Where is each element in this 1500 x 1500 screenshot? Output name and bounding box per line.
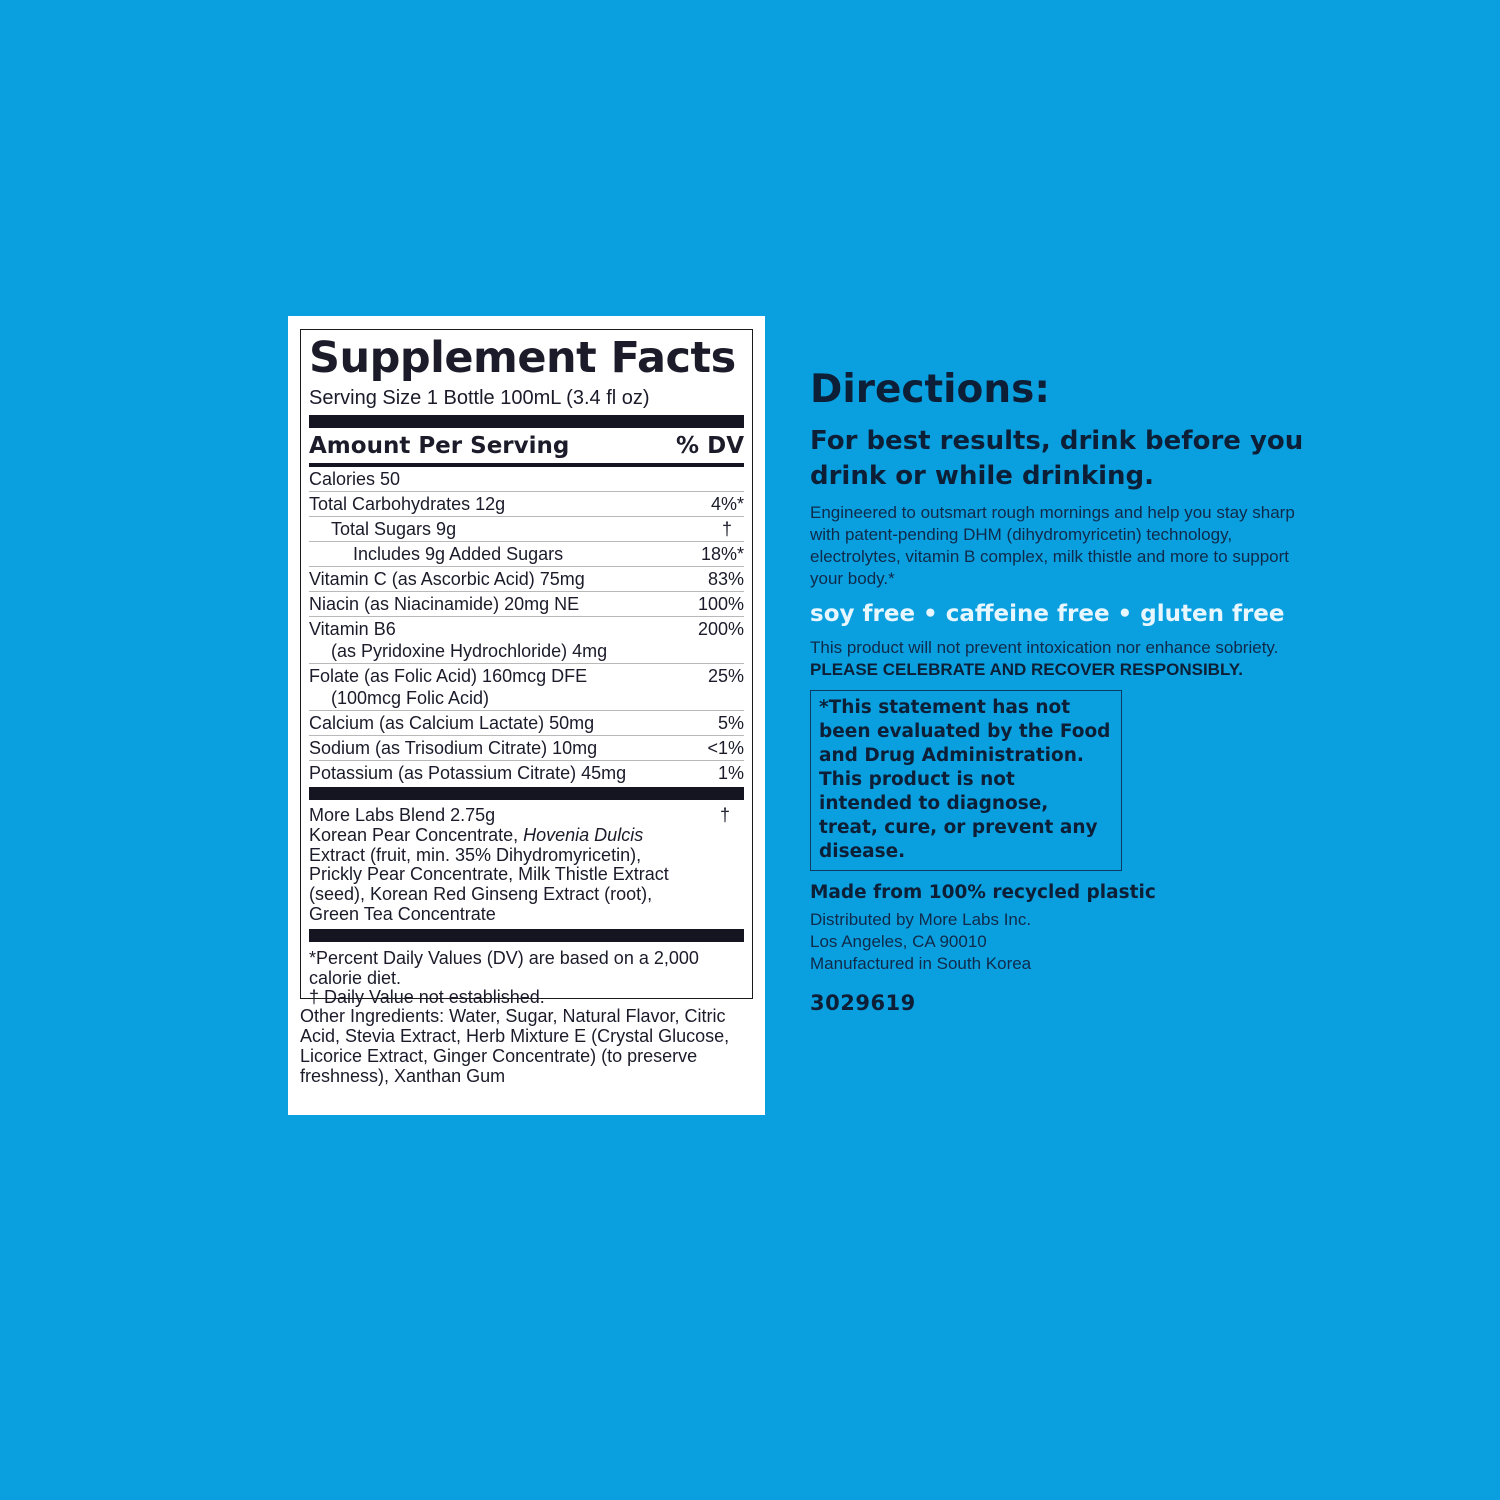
amount-per-serving-header bbox=[309, 428, 744, 467]
intoxication-notice: This product will not prevent intoxication nor enhance sobriety. bbox=[810, 638, 1279, 657]
nutrient-dv: 4%* bbox=[710, 494, 744, 514]
nutrient-label: Vitamin B6 bbox=[309, 619, 396, 639]
nutrient-dv: 5% bbox=[717, 713, 744, 733]
location-line: Los Angeles, CA 90010 bbox=[810, 932, 987, 951]
nutrient-row bbox=[309, 736, 744, 761]
nutrient-row bbox=[309, 542, 744, 567]
serving-size: Serving Size 1 Bottle 100mL (3.4 fl oz) bbox=[309, 387, 650, 409]
dv-header: % DV bbox=[676, 433, 744, 459]
divider-bar bbox=[309, 787, 744, 800]
nutrient-label: Folate (as Folic Acid) 160mcg DFE bbox=[309, 666, 588, 686]
responsibility-notice: PLEASE CELEBRATE AND RECOVER RESPONSIBLY. bbox=[810, 660, 1243, 679]
blend-dv: † bbox=[719, 805, 730, 825]
free-from-claims: soy free • caffeine free • gluten free bbox=[810, 601, 1285, 627]
nutrient-row bbox=[309, 492, 744, 517]
nutrient-row bbox=[309, 664, 744, 711]
blend-text-after: Extract (fruit, min. 35% Dihydromyricetin), Prickly Pear Concentrate, Milk Thistle Extract (seed), Korean Red Ginseng Extract (root), Green Tea Concentrate bbox=[309, 844, 669, 924]
manufactured-line: Manufactured in South Korea bbox=[810, 954, 1032, 973]
nutrient-row bbox=[309, 567, 744, 592]
blend-text-before: Korean Pear Concentrate, bbox=[309, 824, 524, 845]
directions-body: Engineered to outsmart rough mornings and help you stay sharp with patent-pending DHM (dihydromyricetin) technology, electrolytes, vitamin B complex, milk thistle and more to support your body.* bbox=[810, 503, 1295, 588]
nutrient-dv: † bbox=[721, 519, 732, 539]
nutrient-label: Niacin (as Niacinamide) 20mg NE bbox=[309, 594, 580, 614]
nutrient-label-group bbox=[309, 665, 587, 709]
supplement-facts-panel bbox=[288, 316, 765, 1115]
facts-title: Supplement Facts bbox=[309, 333, 736, 383]
nutrient-row bbox=[309, 467, 744, 492]
nutrient-row bbox=[309, 617, 744, 664]
directions-title: Directions: bbox=[810, 367, 1050, 412]
proprietary-blend bbox=[309, 800, 744, 925]
recycled-claim: Made from 100% recycled plastic bbox=[810, 882, 1156, 903]
amount-per-serving-label: Amount Per Serving bbox=[309, 433, 570, 459]
nutrient-row bbox=[309, 592, 744, 617]
nutrient-dv: <1% bbox=[707, 738, 744, 758]
distributor-info bbox=[810, 909, 1310, 975]
distributor-line: Distributed by More Labs Inc. bbox=[810, 910, 1032, 929]
supplement-facts-table bbox=[300, 329, 753, 1008]
nutrient-row bbox=[309, 711, 744, 736]
directions-column bbox=[810, 367, 1310, 1016]
other-ingredients: Other Ingredients: Water, Sugar, Natural Flavor, Citric Acid, Stevia Extract, Herb Mixture E (Crystal Glucose, Licorice Extract, Ginger Concentrate) (to preserve freshness), Xanthan Gum bbox=[300, 1006, 730, 1086]
nutrient-label: Total Carbohydrates 12g bbox=[309, 494, 506, 514]
nutrient-label: Sodium (as Trisodium Citrate) 10mg bbox=[309, 738, 598, 758]
nutrient-row bbox=[309, 761, 744, 785]
footnote-dv: *Percent Daily Values (DV) are based on a 2,000 calorie diet. bbox=[309, 947, 699, 988]
nutrient-dv: 83% bbox=[707, 569, 744, 589]
nutrient-label-group bbox=[309, 618, 607, 662]
nutrient-dv: 200% bbox=[697, 619, 744, 639]
nutrient-sublabel: (as Pyridoxine Hydrochloride) 4mg bbox=[331, 641, 608, 661]
fda-disclaimer: *This statement has not been evaluated by the Food and Drug Administration. This product is not intended to diagnose, treat, cure, or prevent any disease. bbox=[810, 690, 1122, 871]
nutrient-label: Includes 9g Added Sugars bbox=[353, 544, 564, 564]
nutrient-label: Total Sugars 9g bbox=[331, 519, 457, 539]
divider-bar bbox=[309, 929, 744, 942]
nutrient-label: Calcium (as Calcium Lactate) 50mg bbox=[309, 713, 595, 733]
nutrient-label: Calories 50 bbox=[309, 469, 401, 489]
footnotes bbox=[309, 942, 744, 1008]
directions-subtitle: For best results, drink before you drink or while drinking. bbox=[810, 426, 1304, 491]
nutrient-dv: 25% bbox=[707, 666, 744, 686]
nutrient-label: Potassium (as Potassium Citrate) 45mg bbox=[309, 763, 627, 783]
blend-title: More Labs Blend 2.75g bbox=[309, 805, 496, 825]
nutrient-label: Vitamin C (as Ascorbic Acid) 75mg bbox=[309, 569, 585, 589]
divider-bar bbox=[309, 415, 744, 428]
footnote-dagger: † Daily Value not established. bbox=[309, 987, 545, 1008]
nutrient-dv: 1% bbox=[717, 763, 744, 783]
nutrient-dv: 18%* bbox=[700, 544, 744, 564]
nutrient-dv: 100% bbox=[697, 594, 744, 614]
product-code: 3029619 bbox=[810, 991, 916, 1015]
nutrient-row bbox=[309, 517, 744, 542]
blend-text-italic: Hovenia Dulcis bbox=[523, 824, 644, 845]
nutrient-sublabel: (100mcg Folic Acid) bbox=[331, 688, 490, 708]
